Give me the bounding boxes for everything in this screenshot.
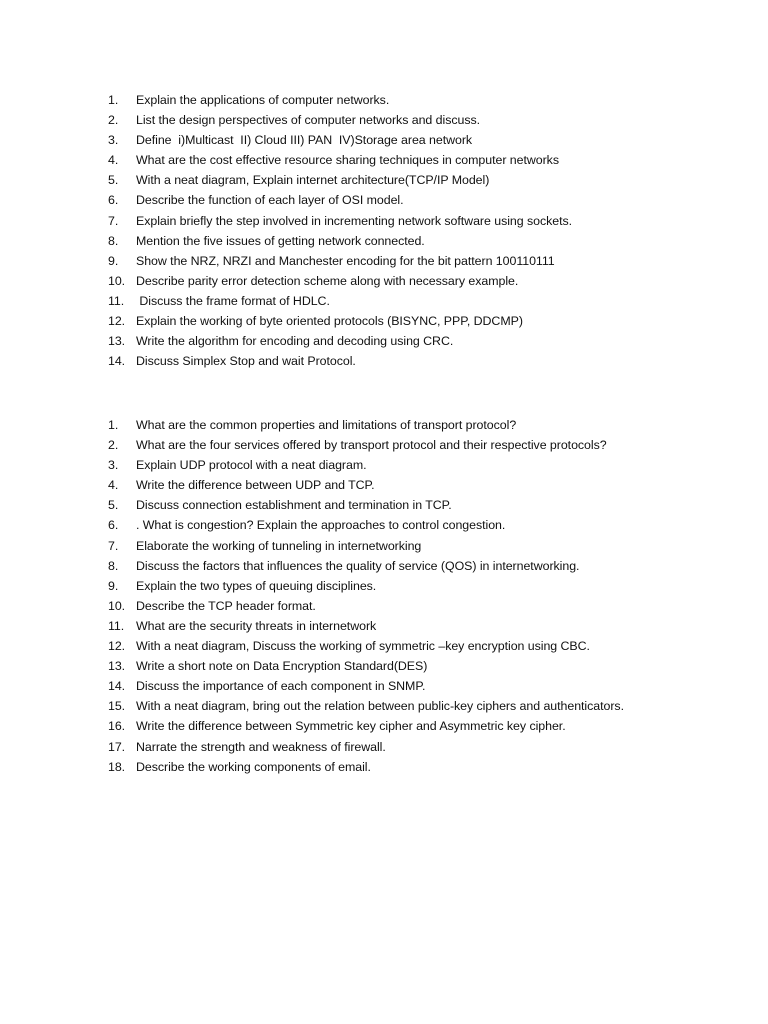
question-text: . What is congestion? Explain the approaches to control congestion. [136,518,506,533]
question-item [108,536,708,556]
question-item [108,331,708,351]
question-number: 1. [108,93,119,107]
question-item [108,435,708,455]
question-number: 13. [108,659,126,674]
question-text: What are the common properties and limitations of transport protocol? [136,418,517,432]
question-text: With a neat diagram, Discuss the working of symmetric –key encryption using CBC. [136,639,590,654]
question-item [108,656,708,676]
question-item [108,455,708,475]
question-number: 9. [108,253,119,268]
question-text: What are the four services offered by transport protocol and their respective protocols? [136,438,607,453]
question-number: 6. [108,193,119,208]
question-text: Discuss the frame format of HDLC. [136,293,330,308]
question-number: 17. [108,739,126,754]
question-item [108,190,708,210]
question-number: 2. [108,113,119,128]
question-number: 8. [108,558,119,573]
question-item [108,415,708,435]
question-text: List the design perspectives of computer networks and discuss. [136,113,481,128]
question-text: Mention the five issues of getting network connected. [136,233,425,248]
question-number: 7. [108,538,119,553]
question-number: 15. [108,699,126,714]
question-number: 3. [108,458,119,473]
question-item [108,130,708,150]
question-number: 14. [108,679,126,694]
question-item [108,495,708,515]
question-text: Define i)Multicast II) Cloud III) PAN IV)Storage area network [136,133,473,148]
question-text: Explain the applications of computer networks. [136,93,390,107]
question-item [108,170,708,190]
question-text: With a neat diagram, bring out the relation between public-key ciphers and authenticators. [136,699,624,714]
question-item [108,576,708,596]
question-text: Write a short note on Data Encryption Standard(DES) [136,659,428,674]
question-item [108,90,708,110]
question-number: 4. [108,153,119,168]
question-number: 2. [108,438,119,453]
question-item [108,616,708,636]
question-text: With a neat diagram, Explain internet architecture(TCP/IP Model) [136,173,490,188]
question-number: 18. [108,759,126,774]
question-item [108,351,708,371]
question-number: 11. [108,618,125,633]
question-list-section-1 [108,90,708,371]
question-number: 10. [108,273,126,288]
question-text: Describe the TCP header format. [136,598,316,613]
question-text: Explain the two types of queuing disciplines. [136,578,377,593]
question-number: 7. [108,213,119,228]
question-number: 12. [108,314,126,329]
question-item [108,737,708,757]
question-item [108,311,708,331]
question-text: Discuss the factors that influences the quality of service (QOS) in internetworking. [136,558,580,573]
question-item [108,515,708,535]
question-number: 3. [108,133,119,148]
question-item [108,291,708,311]
question-item [108,676,708,696]
question-item [108,475,708,495]
question-text: Explain UDP protocol with a neat diagram. [136,458,367,473]
question-item [108,696,708,716]
question-item [108,211,708,231]
question-item [108,596,708,616]
question-number: 16. [108,719,126,734]
question-number: 5. [108,173,119,188]
question-text: Discuss Simplex Stop and wait Protocol. [136,354,356,369]
question-text: Describe the function of each layer of OSI model. [136,193,404,208]
question-item [108,636,708,656]
question-item [108,110,708,130]
question-text: Write the algorithm for encoding and decoding using CRC. [136,334,454,349]
question-list-section-2 [108,415,708,777]
question-text: Discuss connection establishment and termination in TCP. [136,498,452,513]
question-number: 12. [108,639,126,654]
question-text: Elaborate the working of tunneling in internetworking [136,538,422,553]
question-item [108,757,708,777]
question-text: Explain briefly the step involved in incrementing network software using sockets. [136,213,573,228]
question-text: Write the difference between UDP and TCP. [136,478,375,493]
question-item [108,271,708,291]
question-number: 6. [108,518,119,533]
question-item [108,716,708,736]
question-text: Write the difference between Symmetric key cipher and Asymmetric key cipher. [136,719,566,734]
question-number: 11. [108,293,125,308]
question-text: Narrate the strength and weakness of firewall. [136,739,386,754]
question-text: Discuss the importance of each component in SNMP. [136,679,426,694]
question-number: 14. [108,354,126,369]
question-number: 9. [108,578,119,593]
question-number: 8. [108,233,119,248]
question-text: What are the security threats in internetwork [136,618,377,633]
question-item [108,150,708,170]
question-number: 4. [108,478,119,493]
question-text: Describe parity error detection scheme along with necessary example. [136,273,519,288]
question-item [108,231,708,251]
question-item [108,556,708,576]
question-number: 5. [108,498,119,513]
question-number: 10. [108,598,126,613]
question-text: Describe the working components of email. [136,759,371,774]
question-text: Show the NRZ, NRZI and Manchester encoding for the bit pattern 100110111 [136,253,555,268]
question-number: 1. [108,418,119,432]
question-text: Explain the working of byte oriented protocols (BISYNC, PPP, DDCMP) [136,314,523,329]
question-text: What are the cost effective resource sharing techniques in computer networks [136,153,559,168]
question-item [108,251,708,271]
question-number: 13. [108,334,126,349]
